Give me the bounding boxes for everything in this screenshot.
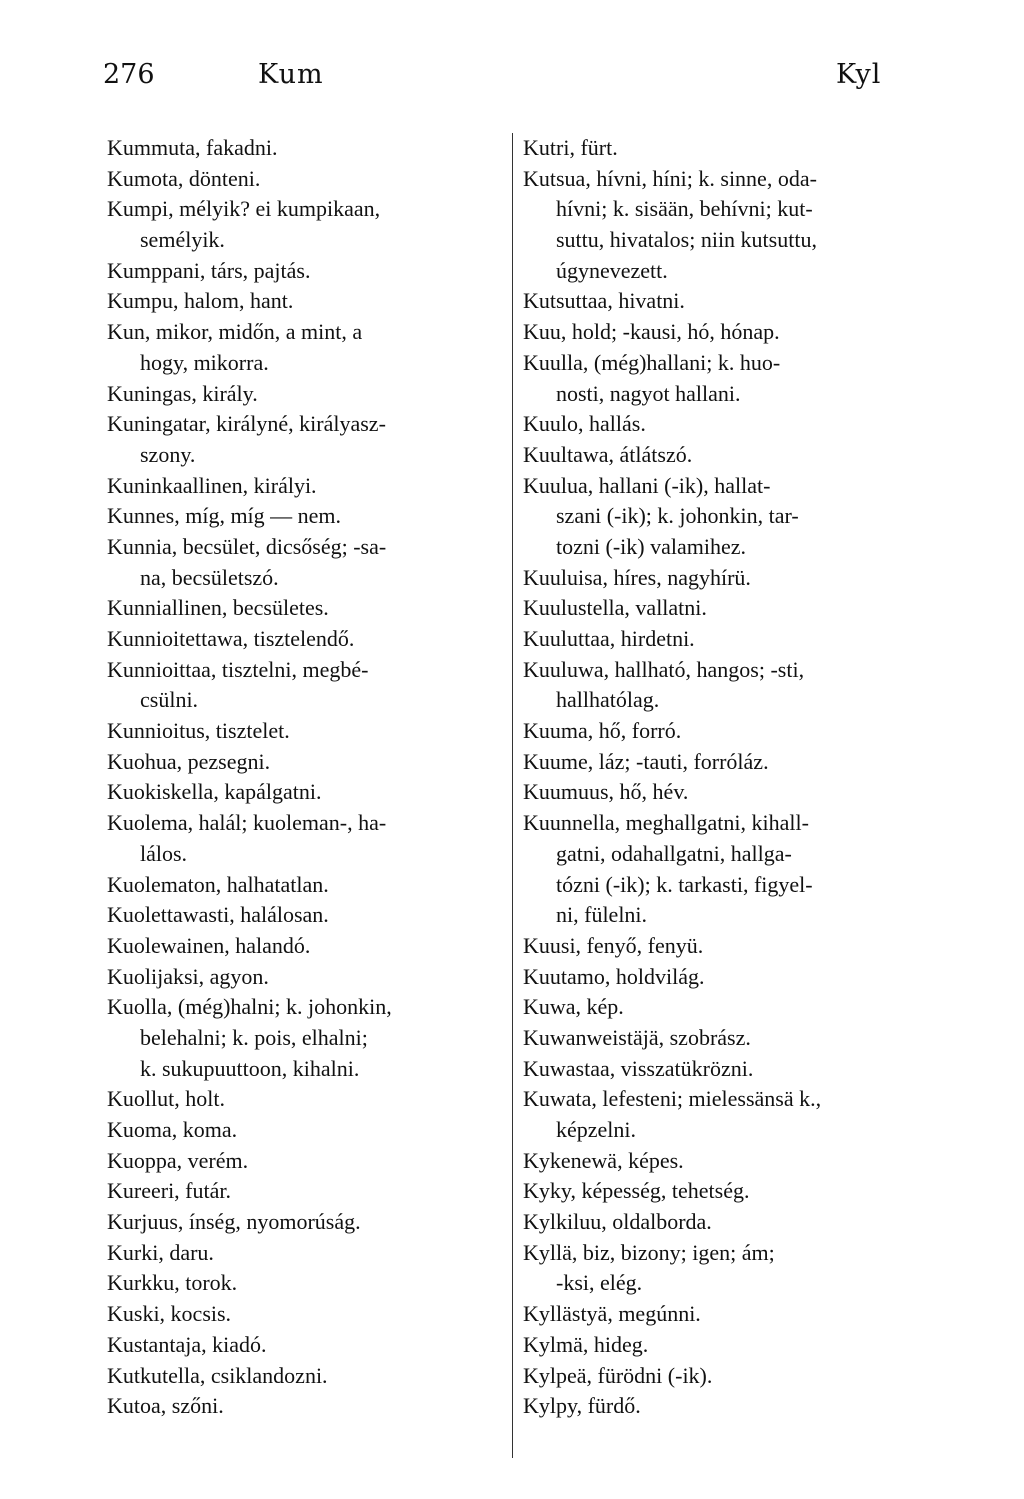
entry-line: k. sukupuuttoon, kihalni. [140, 1055, 360, 1081]
entry-line: Kuuluttaa, hirdetni. [523, 626, 695, 651]
entry-line: Kuninkaallinen, királyi. [107, 472, 317, 498]
entry-line: Kuolewainen, halandó. [107, 932, 311, 958]
entry-line: Kuolema, halál; kuoleman-, ha- [107, 810, 387, 836]
entry-line: Kunnes, míg, míg — nem. [107, 503, 342, 529]
entry-line: Kuulla, (még)hallani; k. huo- [523, 349, 781, 375]
entry-line: Kuokiskella, kapálgatni. [107, 779, 322, 805]
entry-line: Kylpy, fürdő. [523, 1393, 641, 1419]
entry-line: nosti, nagyot hallani. [556, 380, 741, 406]
entry-line: belehalni; k. pois, elhalni; [140, 1024, 368, 1050]
entry-line: Kuoppa, verém. [107, 1147, 249, 1173]
entry-line: Kustantaja, kiadó. [107, 1331, 267, 1357]
entry-line: Kyllä, biz, bizony; igen; ám; [523, 1239, 775, 1265]
entry-line: Kutkutella, csiklandozni. [107, 1362, 328, 1388]
entry-line: Kuolla, (még)halni; k. johonkin, [107, 994, 392, 1020]
column-divider [512, 133, 513, 1458]
entry-line: Kutoa, szőni. [107, 1393, 224, 1419]
entry-line: Kumota, dönteni. [107, 165, 261, 191]
entry-line: Kuumuus, hő, hév. [523, 779, 689, 805]
entry-line: tozni (-ik) valamihez. [556, 533, 746, 559]
entry-line: tózni (-ik); k. tarkasti, figyel- [556, 871, 813, 897]
entry-line: Kuulo, hallás. [523, 411, 646, 437]
entry-line: Kylpeä, fürödni (-ik). [523, 1362, 713, 1388]
entry-line: Kummuta, fakadni. [107, 135, 278, 160]
entry-line: Kunniallinen, becsületes. [107, 595, 329, 621]
entry-line: lálos. [140, 840, 188, 866]
entry-line: Kuu, hold; -kausi, hó, hónap. [523, 319, 780, 345]
entry-line: suttu, hivatalos; niin kutsuttu, [556, 227, 817, 253]
entry-line: Kunnioitus, tisztelet. [107, 718, 290, 744]
entry-line: na, becsületszó. [140, 564, 279, 590]
entry-line: Kurkku, torok. [107, 1270, 238, 1296]
entry-line: Kuunnella, meghallgatni, kihall- [523, 810, 809, 836]
entry-line: Kuoma, koma. [107, 1117, 238, 1142]
entry-line: Kylmä, hideg. [523, 1331, 649, 1357]
entry-line: Kuume, láz; -tauti, forróláz. [523, 748, 769, 774]
entry-line: Kuutamo, holdvilág. [523, 963, 705, 989]
entry-line: Kuollut, holt. [107, 1086, 225, 1112]
entry-line: -ksi, elég. [556, 1270, 643, 1296]
entry-line: Kuningas, király. [107, 380, 258, 406]
entry-line: Kunnioittaa, tisztelni, megbé- [107, 656, 369, 682]
entry-line: hívni; k. sisään, behívni; kut- [556, 196, 813, 222]
entry-line: Kunnia, becsület, dicsőség; -sa- [107, 533, 387, 559]
entry-line: Kunnioitettawa, tisztelendő. [107, 626, 355, 651]
entry-line: Kuusi, fenyő, fenyü. [523, 932, 704, 958]
entry-line: Kurki, daru. [107, 1239, 214, 1265]
entry-line: Kuolijaksi, agyon. [107, 963, 269, 989]
entry-line: Kuuluisa, híres, nagyhírü. [523, 564, 751, 590]
entry-line: szani (-ik); k. johonkin, tar- [556, 503, 799, 529]
entry-line: Kylkiluu, oldalborda. [523, 1209, 712, 1235]
page-number: 276 [103, 59, 155, 90]
entry-line: Kyllästyä, megúnni. [523, 1301, 701, 1327]
entry-line: Kuulustella, vallatni. [523, 595, 707, 621]
entry-line: hallhatólag. [556, 687, 660, 713]
entry-line: szony. [140, 441, 196, 467]
entry-line: Kutsuttaa, hivatni. [523, 288, 685, 314]
entry-line: Kutsua, hívni, híni; k. sinne, oda- [523, 165, 817, 191]
entry-line: gatni, odahallgatni, hallga- [556, 840, 792, 866]
entry-line: úgynevezett. [556, 257, 668, 283]
guide-word-right: Kyl [836, 59, 882, 90]
entry-line: Kuwastaa, visszatükrözni. [523, 1055, 754, 1081]
entry-line: Kuningatar, királyné, királyasz- [107, 411, 386, 437]
entry-line: Kuski, kocsis. [107, 1301, 232, 1327]
entry-line: Kuwata, lefesteni; mielessänsä k., [523, 1086, 822, 1112]
entry-line: ni, fülelni. [556, 902, 648, 928]
entry-line: Kuwa, kép. [523, 994, 624, 1020]
entry-line: Kuultawa, átlátszó. [523, 441, 693, 467]
entry-line: Kuuluwa, hallható, hangos; -sti, [523, 656, 805, 682]
entry-line: képzelni. [556, 1117, 637, 1142]
entry-line: Kuulua, hallani (-ik), hallat- [523, 472, 771, 498]
entry-line: Kureeri, futár. [107, 1178, 231, 1204]
entry-line: Kuolettawasti, halálosan. [107, 902, 329, 928]
entry-line: Kumpu, halom, hant. [107, 288, 294, 314]
entry-line: semélyik. [140, 227, 225, 253]
entry-line: Kuolematon, halhatatlan. [107, 871, 329, 897]
left-column [107, 133, 503, 1422]
entry-line: Kurjuus, ínség, nyomorúság. [107, 1209, 361, 1235]
entry-line: hogy, mikorra. [140, 349, 269, 375]
guide-word-left: Kum [258, 59, 324, 90]
entry-line: Kuuma, hő, forró. [523, 718, 682, 744]
entry-line: Kuwanweistäjä, szobrász. [523, 1024, 751, 1050]
entry-line: csülni. [140, 687, 199, 713]
entry-line: Kyky, képesség, tehetség. [523, 1178, 750, 1204]
entry-line: Kumpi, mélyik? ei kumpikaan, [107, 196, 381, 222]
entry-line: Kun, mikor, midőn, a mint, a [107, 319, 363, 345]
right-column [523, 133, 919, 1422]
entry-line: Kuohua, pezsegni. [107, 748, 271, 774]
entry-line: Kykenewä, képes. [523, 1147, 684, 1173]
entry-line: Kumppani, társ, pajtás. [107, 257, 311, 283]
entry-line: Kutri, fürt. [523, 135, 618, 160]
